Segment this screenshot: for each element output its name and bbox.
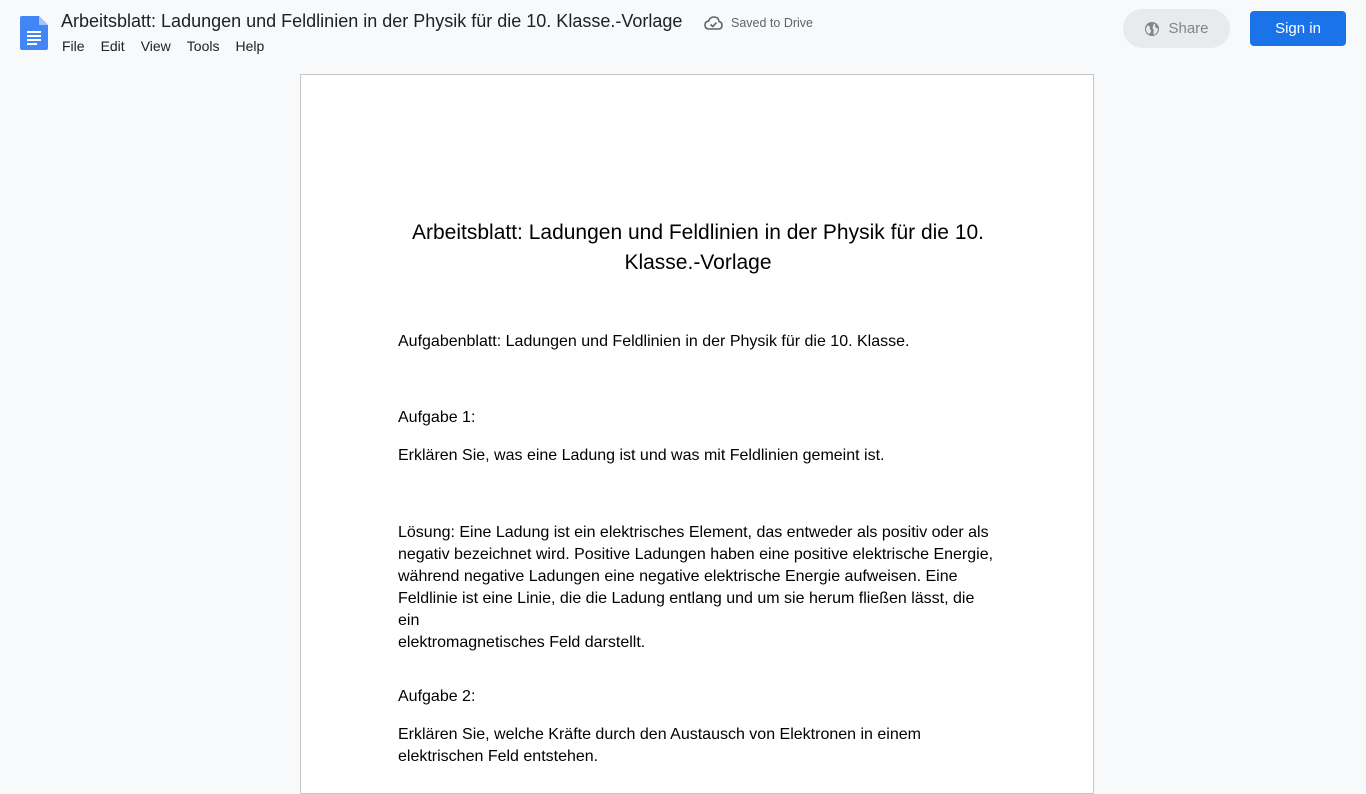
task1-question: Erklären Sie, was eine Ladung ist und was mit Feldlinien gemeint ist. — [398, 447, 885, 464]
share-label: Share — [1168, 20, 1209, 37]
paragraph-line: Feldlinie ist eine Linie, die die Ladung entlang und um sie herum fließen lässt, die ein — [398, 590, 975, 629]
menu-tools[interactable]: Tools — [186, 38, 220, 54]
task1-solution — [398, 522, 998, 654]
task2-heading: Aufgabe 2: — [398, 688, 476, 705]
menu-edit[interactable]: Edit — [100, 38, 125, 54]
document-heading-line: Arbeitsblatt: Ladungen und Feldlinien in der Physik für die 10. — [411, 221, 985, 244]
google-docs-icon[interactable] — [20, 16, 48, 50]
saved-status[interactable] — [704, 13, 813, 33]
share-button[interactable] — [1123, 9, 1230, 48]
task2-question — [398, 724, 998, 768]
menu-view[interactable]: View — [140, 38, 171, 54]
sign-in-button[interactable]: Sign in — [1250, 11, 1346, 46]
paragraph-line: negativ bezeichnet wird. Positive Ladungen haben eine positive elektrische Energie, — [398, 546, 994, 563]
menu-file[interactable]: File — [62, 38, 85, 54]
document-title[interactable]: Arbeitsblatt: Ladungen und Feldlinien in der Physik für die 10. Klasse.-Vorlage — [61, 11, 683, 31]
document-page[interactable] — [300, 74, 1094, 794]
top-bar — [0, 0, 1366, 64]
paragraph-line: elektromagnetisches Feld darstellt. — [398, 634, 646, 651]
intro-paragraph: Aufgabenblatt: Ladungen und Feldlinien in der Physik für die 10. Klasse. — [398, 333, 910, 350]
task1-heading: Aufgabe 1: — [398, 409, 476, 426]
globe-icon — [1144, 21, 1160, 37]
paragraph-line: elektrischen Feld entstehen. — [398, 748, 599, 765]
saved-status-label: Saved to Drive — [731, 16, 813, 30]
menu-help[interactable]: Help — [235, 38, 265, 54]
document-heading-line: Klasse.-Vorlage — [624, 251, 772, 274]
paragraph-line: während negative Ladungen eine negative elektrische Energie aufweisen. Eine — [398, 568, 958, 585]
paragraph-line: Lösung: Eine Ladung ist ein elektrisches Element, das entweder als positiv oder als — [398, 524, 989, 541]
document-heading — [398, 218, 998, 278]
menu-bar — [54, 36, 272, 56]
paragraph-line: Erklären Sie, welche Kräfte durch den Austausch von Elektronen in einem — [398, 726, 921, 743]
cloud-done-icon — [704, 16, 723, 30]
